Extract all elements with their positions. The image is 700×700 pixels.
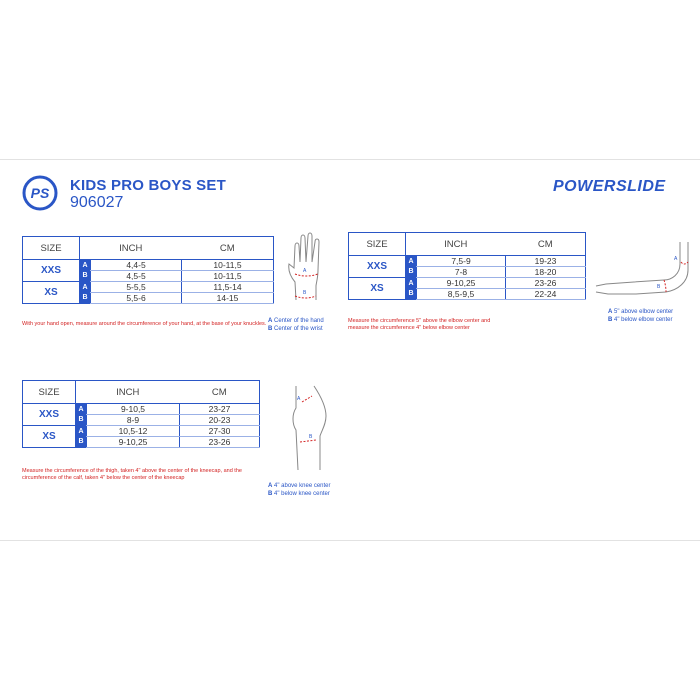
row-b-tag: B xyxy=(406,289,417,300)
size-label: XS xyxy=(349,278,406,300)
cell-cm: 14-15 xyxy=(182,293,274,304)
svg-text:B: B xyxy=(309,434,313,440)
elbow-size-table xyxy=(348,232,586,300)
cell-cm: 23-26 xyxy=(180,437,260,448)
wrist-size-table xyxy=(22,236,274,304)
elbow-note: Measure the circumference 5" above the elbow center and measure the circumference 4" below elbow center xyxy=(348,318,491,331)
product-code: 906027 xyxy=(70,194,124,211)
col-cm: CM xyxy=(182,237,274,260)
size-label: XXS xyxy=(349,256,406,278)
cell-cm: 19-23 xyxy=(506,256,586,267)
cell-cm: 23-27 xyxy=(180,404,260,415)
cell-inch: 5-5,5 xyxy=(91,282,182,293)
col-size: SIZE xyxy=(23,237,80,260)
col-inch: INCH xyxy=(406,233,506,256)
cell-cm: 22-24 xyxy=(506,289,586,300)
row-a-tag: A xyxy=(76,404,87,415)
cell-inch: 8-9 xyxy=(87,415,180,426)
cell-cm: 18-20 xyxy=(506,267,586,278)
cell-inch: 4,5-5 xyxy=(91,271,182,282)
row-a-tag: A xyxy=(76,426,87,437)
ps-logo-icon xyxy=(22,175,58,211)
cell-cm: 20-23 xyxy=(180,415,260,426)
col-inch: INCH xyxy=(80,237,182,260)
cell-inch: 9-10,25 xyxy=(417,278,506,289)
cell-inch: 8,5-9,5 xyxy=(417,289,506,300)
row-a-tag: A xyxy=(406,278,417,289)
row-b-tag: B xyxy=(406,267,417,278)
brand-logo: POWERSLIDE xyxy=(553,178,666,195)
size-label: XXS xyxy=(23,260,80,282)
row-a-tag: A xyxy=(80,282,91,293)
svg-text:PS: PS xyxy=(30,185,50,201)
size-label: XXS xyxy=(23,404,76,426)
cell-cm: 23-26 xyxy=(506,278,586,289)
size-label: XS xyxy=(23,282,80,304)
svg-text:B: B xyxy=(303,290,307,296)
cell-inch: 9-10,5 xyxy=(87,404,180,415)
cell-inch: 9-10,25 xyxy=(87,437,180,448)
hand-illustration-icon xyxy=(282,230,336,308)
cell-cm: 10-11,5 xyxy=(182,260,274,271)
knee-legend: A 4" above knee center B 4" below knee center xyxy=(268,483,331,498)
size-chart-card xyxy=(0,159,700,541)
product-title: KIDS PRO BOYS SET xyxy=(70,177,226,194)
size-label: XS xyxy=(23,426,76,448)
cell-inch: 10,5-12 xyxy=(87,426,180,437)
wrist-legend: A Center of the hand B Center of the wrist xyxy=(268,318,324,333)
row-a-tag: A xyxy=(406,256,417,267)
col-size: SIZE xyxy=(23,381,76,404)
col-cm: CM xyxy=(506,233,586,256)
knee-illustration-icon xyxy=(282,384,336,474)
cell-inch: 4,4-5 xyxy=(91,260,182,271)
row-b-tag: B xyxy=(76,415,87,426)
svg-text:B: B xyxy=(657,284,661,290)
row-b-tag: B xyxy=(80,293,91,304)
cell-inch: 7-8 xyxy=(417,267,506,278)
col-inch: INCH xyxy=(76,381,180,404)
svg-text:A: A xyxy=(303,268,307,274)
row-b-tag: B xyxy=(80,271,91,282)
cell-cm: 27-30 xyxy=(180,426,260,437)
row-b-tag: B xyxy=(76,437,87,448)
cell-inch: 5,5-6 xyxy=(91,293,182,304)
col-size: SIZE xyxy=(349,233,406,256)
cell-inch: 7,5-9 xyxy=(417,256,506,267)
svg-text:A: A xyxy=(297,396,301,402)
knee-note: Measure the circumference of the thigh, taken 4" above the center of the kneecap, and the circumference of the calf, taken 4" below the center of the kneecap xyxy=(22,468,242,481)
col-cm: CM xyxy=(180,381,260,404)
arm-illustration-icon xyxy=(594,240,694,302)
knee-size-table xyxy=(22,380,260,448)
cell-cm: 11,5-14 xyxy=(182,282,274,293)
elbow-legend: A 5" above elbow center B 4" below elbow center xyxy=(608,309,674,324)
wrist-note: With your hand open, measure around the circumference of your hand, at the base of your knuckles. xyxy=(22,321,267,327)
cell-cm: 10-11,5 xyxy=(182,271,274,282)
row-a-tag: A xyxy=(80,260,91,271)
svg-text:A: A xyxy=(674,256,678,262)
